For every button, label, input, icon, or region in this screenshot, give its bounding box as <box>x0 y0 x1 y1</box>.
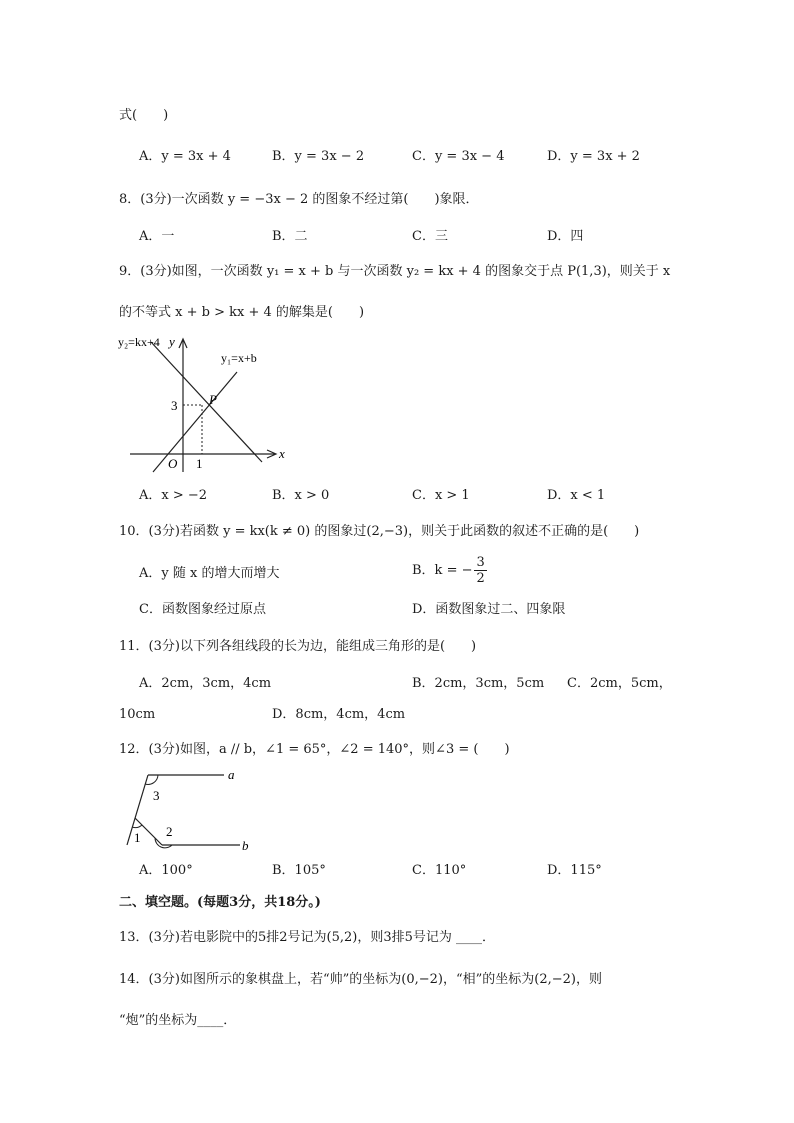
q13-stem: 13．(3分)若电影院中的5排2号记为(5,2)，则3排5号记为 ____． <box>119 930 495 945</box>
label-o: O <box>168 456 178 471</box>
q10-fraction <box>474 555 486 586</box>
q11-option-c: C．2cm，5cm， <box>567 676 672 691</box>
q8-option-b: B．二 <box>272 229 308 244</box>
label-y1: y₁=x+b <box>221 351 257 365</box>
q8-option-d: D．四 <box>547 229 584 244</box>
q12-option-b: B．105° <box>272 863 326 878</box>
label-3: 3 <box>171 398 178 413</box>
q8-stem: 8．(3分)一次函数 y = −3x − 2 的图象不经过第( )象限． <box>119 192 479 207</box>
q14-stem-line2: “炮”的坐标为____． <box>119 1013 237 1028</box>
angle-2-arc <box>155 838 172 848</box>
q8-option-a: A．一 <box>139 229 175 244</box>
q12-figure <box>118 766 258 856</box>
q7-tail: 式( ) <box>119 108 169 123</box>
q11-option-d: D．8cm，4cm，4cm <box>272 707 406 722</box>
label-a: a <box>228 767 235 782</box>
q10-option-d: D．函数图象过二、四象限 <box>412 602 566 617</box>
q8-option-c: C．三 <box>412 229 448 244</box>
label-b: b <box>242 838 249 853</box>
label-y2: y₂=kx+4 <box>118 335 160 349</box>
q7-option-a: A．y = 3x + 4 <box>139 149 231 164</box>
q7-option-d: D．y = 3x + 2 <box>547 149 640 164</box>
q10-option-b <box>412 555 487 586</box>
q14-stem-line1: 14．(3分)如图所示的象棋盘上，若“帅”的坐标为(0,−2)，“相”的坐标为(2,−2)，则 <box>119 972 602 987</box>
q10-option-c: C．函数图象经过原点 <box>139 602 266 617</box>
q9-stem-line2: 的不等式 x + b > kx + 4 的解集是( ) <box>119 305 365 320</box>
label-1: 1 <box>134 830 141 845</box>
label-2: 2 <box>166 824 173 839</box>
q10-stem: 10．(3分)若函数 y = kx(k ≠ 0) 的图象过(2,−3)，则关于此函数的叙述不正确的是( ) <box>119 524 640 539</box>
q10-option-b-prefix: B．k = − <box>412 562 473 578</box>
q11-stem: 11．(3分)以下列各组线段的长为边，能组成三角形的是( ) <box>119 639 477 654</box>
label-x: x <box>279 446 285 461</box>
label-1: 1 <box>196 456 203 471</box>
q9-option-b: B．x > 0 <box>272 488 330 503</box>
q9-stem-line1: 9．(3分)如图，一次函数 y₁ = x + b 与一次函数 y₂ = kx + 4 的图象交于点 P(1,3)，则关于 x <box>119 264 671 279</box>
q9-option-d: D．x < 1 <box>547 488 606 503</box>
q7-option-b: B．y = 3x − 2 <box>272 149 365 164</box>
q11-option-a: A．2cm，3cm，4cm <box>139 676 272 691</box>
label-y-axis: y <box>169 334 175 349</box>
q7-option-c: C．y = 3x − 4 <box>412 149 505 164</box>
q9-option-a: A．x > −2 <box>139 488 208 503</box>
q11-option-c-continued: 10cm <box>119 707 156 722</box>
q9-figure <box>115 332 305 477</box>
q10-fraction-numerator: 3 <box>476 555 485 570</box>
q10-option-a: A．y 随 x 的增大而增大 <box>139 566 280 581</box>
section-heading: 二、填空题。(每题3分，共18分。) <box>119 895 321 910</box>
q12-option-d: D．115° <box>547 863 602 878</box>
q9-option-c: C．x > 1 <box>412 488 470 503</box>
q10-fraction-denominator: 2 <box>476 571 485 586</box>
q12-stem: 12．(3分)如图，a // b，∠1 = 65°，∠2 = 140°，则∠3 = ( ) <box>119 742 510 757</box>
label-3: 3 <box>153 788 160 803</box>
q12-option-a: A．100° <box>139 863 193 878</box>
q12-option-c: C．110° <box>412 863 467 878</box>
label-p: P <box>209 392 217 407</box>
q11-option-b: B．2cm，3cm，5cm <box>412 676 545 691</box>
